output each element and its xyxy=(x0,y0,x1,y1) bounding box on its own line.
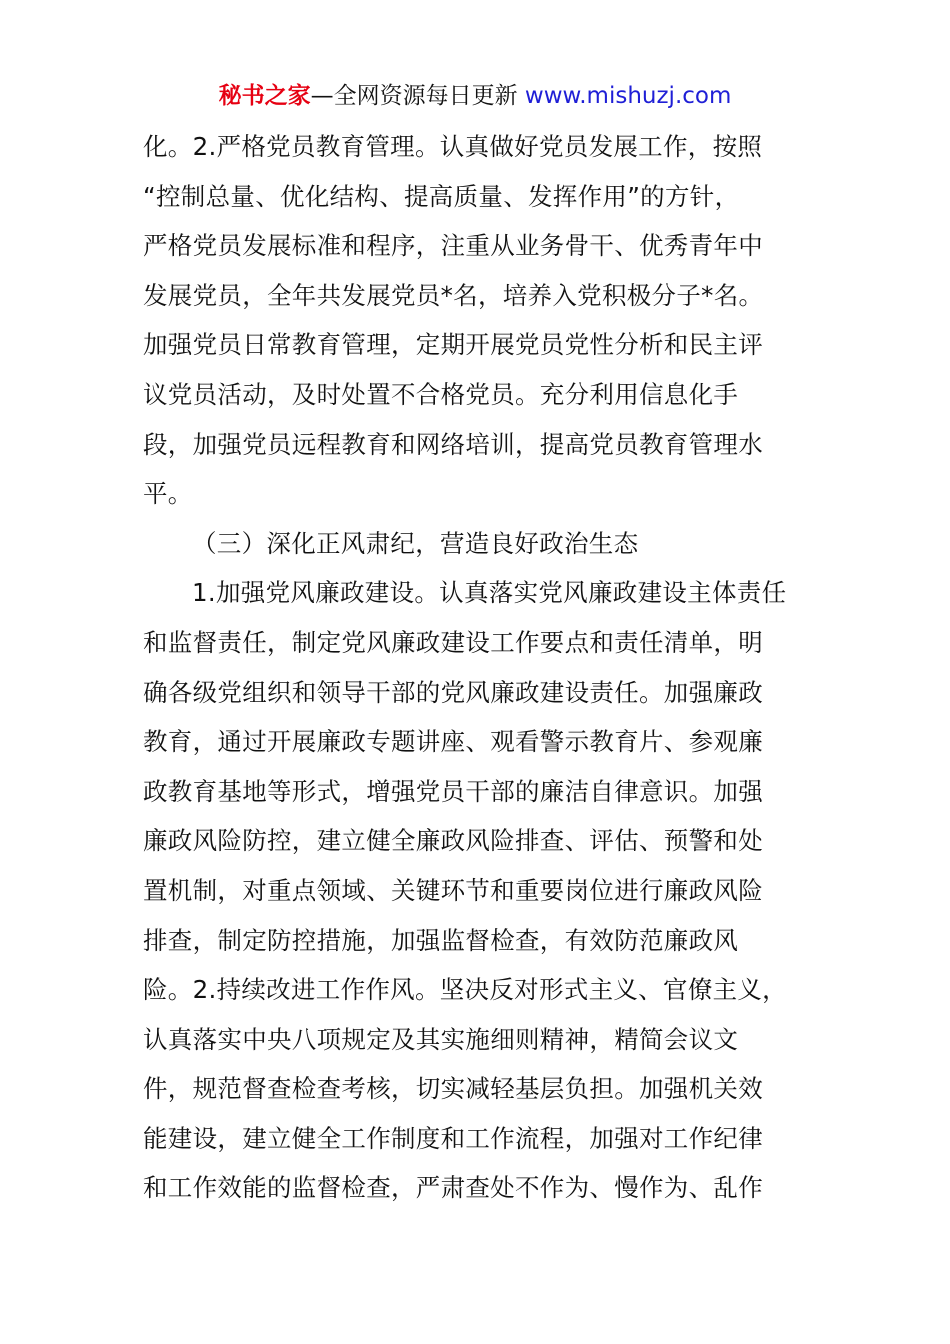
text-line: 加强党员日常教育管理，定期开展党员党性分析和民主评 xyxy=(143,330,763,360)
site-tagline: —全网资源每日更新 xyxy=(310,83,518,109)
text-line: 件，规范督查检查考核，切实减轻基层负担。加强机关效 xyxy=(143,1074,763,1104)
text-line: “控制总量、优化结构、提高质量、发挥作用”的方针， xyxy=(143,181,740,211)
text-line: 置机制，对重点领域、关键环节和重要岗位进行廉政风险 xyxy=(143,875,763,905)
site-url-link[interactable]: www.mishuzj.com xyxy=(524,83,732,109)
text-line: 政教育基地等形式，增强党员干部的廉洁自律意识。加强 xyxy=(143,776,763,806)
text-line: 教育，通过开展廉政专题讲座、观看警示教育片、参观廉 xyxy=(143,727,763,757)
text-line: 发展党员，全年共发展党员*名，培养入党积极分子*名。 xyxy=(143,280,764,310)
text-line: 和工作效能的监督检查，严肃查处不作为、慢作为、乱作 xyxy=(143,1173,763,1203)
site-header xyxy=(0,82,950,110)
text-line: 险。2.持续改进工作作风。坚决反对形式主义、官僚主义， xyxy=(143,975,787,1005)
site-brand: 秘书之家 xyxy=(218,83,311,109)
document-body xyxy=(143,122,811,1213)
text-line: 段，加强党员远程教育和网络培训，提高党员教育管理水 xyxy=(143,429,763,459)
text-line: 和监督责任，制定党风廉政建设工作要点和责任清单，明 xyxy=(143,627,763,657)
text-line: 平。 xyxy=(143,479,193,509)
text-line: 严格党员发展标准和程序，注重从业务骨干、优秀青年中 xyxy=(143,231,763,261)
text-line: 廉政风险防控，建立健全廉政风险排查、评估、预警和处 xyxy=(143,826,763,856)
text-line: 排查，制定防控措施，加强监督检查，有效防范廉政风 xyxy=(143,925,739,955)
text-line: 议党员活动，及时处置不合格党员。充分利用信息化手 xyxy=(143,379,739,409)
text-line: 确各级党组织和领导干部的党风廉政建设责任。加强廉政 xyxy=(143,677,763,707)
text-line: 1.加强党风廉政建设。认真落实党风廉政建设主体责任 xyxy=(192,578,787,608)
text-line: 认真落实中央八项规定及其实施细则精神，精简会议文 xyxy=(143,1024,739,1054)
text-line: 化。2.严格党员教育管理。认真做好党员发展工作，按照 xyxy=(143,132,763,161)
text-line: 能建设，建立健全工作制度和工作流程，加强对工作纪律 xyxy=(143,1123,763,1153)
section-heading: （三）深化正风肃纪，营造良好政治生态 xyxy=(192,528,639,558)
